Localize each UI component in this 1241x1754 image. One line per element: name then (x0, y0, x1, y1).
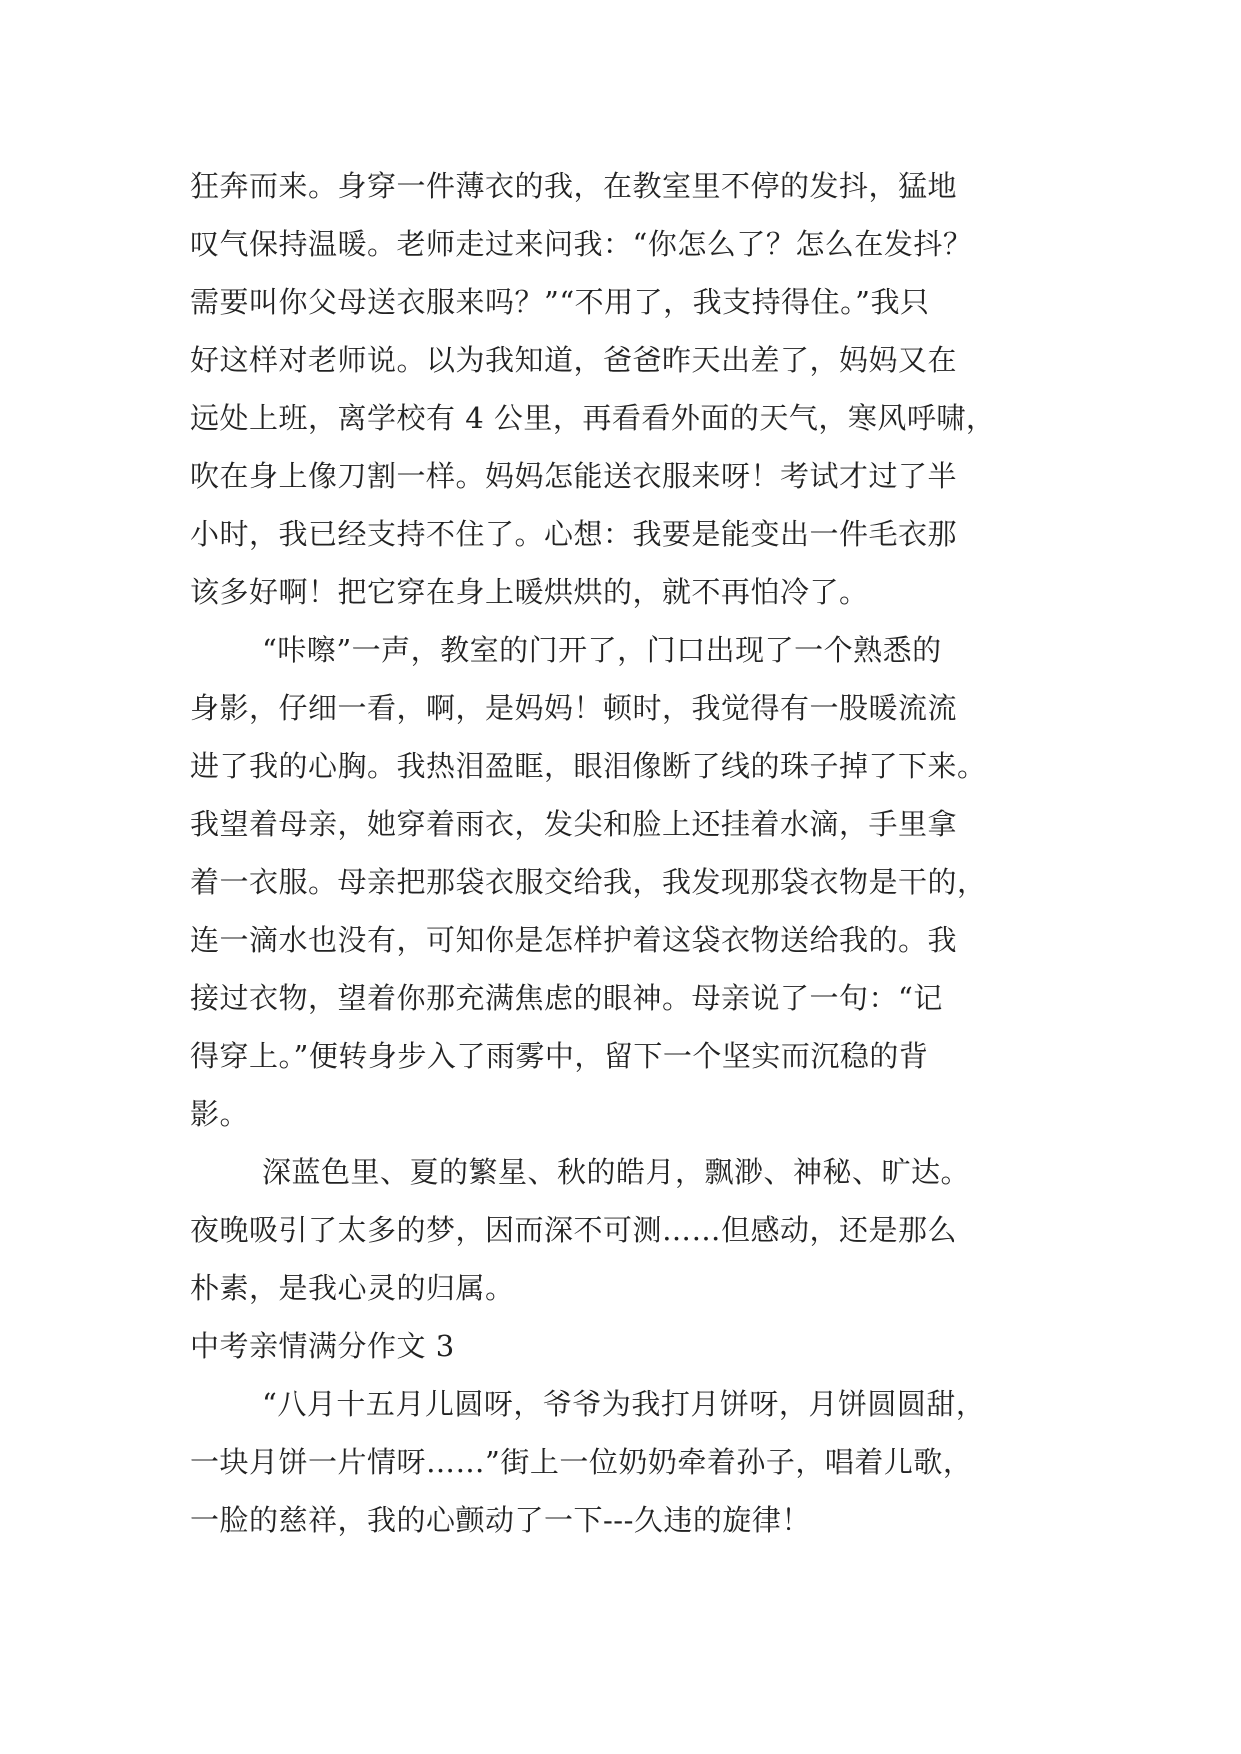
text-line: 我望着母亲，她穿着雨衣，发尖和脸上还挂着水滴，手里拿 (190, 807, 958, 841)
text-line: 该多好啊！把它穿在身上暖烘烘的，就不再怕冷了。 (190, 575, 869, 609)
text-line: 好这样对老师说。以为我知道，爸爸昨天出差了，妈妈又在 (190, 343, 958, 377)
text-line: 一块月饼一片情呀……”街上一位奶奶牵着孙子，唱着儿歌， (190, 1445, 973, 1479)
text-line: 身影，仔细一看，啊，是妈妈！顿时，我觉得有一股暖流流 (190, 691, 958, 725)
text-line: 小时，我已经支持不住了。心想：我要是能变出一件毛衣那 (190, 517, 958, 551)
text-line: 影。 (190, 1097, 250, 1131)
text-line: 一脸的慈祥，我的心颤动了一下---久违的旋律！ (190, 1503, 811, 1537)
paragraph-mother-arrives (190, 621, 1052, 1143)
document-page (190, 157, 1052, 1549)
essay-heading: 中考亲情满分作文 3 (190, 1329, 455, 1363)
text-line: 夜晚吸引了太多的梦，因而深不可测……但感动，还是那么 (190, 1213, 958, 1247)
text-line: 进了我的心胸。我热泪盈眶，眼泪像断了线的珠子掉了下来。 (190, 749, 987, 783)
text-line: 接过衣物，望着你那充满焦虑的眼神。母亲说了一句：“记 (190, 981, 943, 1015)
paragraph-song (190, 1375, 1052, 1549)
paragraph-continued (190, 157, 1052, 621)
text-line: 深蓝色里、夏的繁星、秋的皓月，飘渺、神秘、旷达。 (262, 1155, 971, 1189)
paragraph-night (190, 1143, 1052, 1317)
text-line: 远处上班，离学校有 4 公里，再看看外面的天气，寒风呼啸， (190, 401, 996, 435)
text-line: “八月十五月儿圆呀，爷爷为我打月饼呀，月饼圆圆甜， (262, 1387, 986, 1421)
text-line: 狂奔而来。身穿一件薄衣的我，在教室里不停的发抖，猛地 (190, 169, 958, 203)
text-line: 需要叫你父母送衣服来吗？”“不用了，我支持得住。”我只 (190, 285, 930, 319)
text-line: 吹在身上像刀割一样。妈妈怎能送衣服来呀！考试才过了半 (190, 459, 958, 493)
text-line: 着一衣服。母亲把那袋衣服交给我，我发现那袋衣物是干的， (190, 865, 987, 899)
text-line: 连一滴水也没有，可知你是怎样护着这袋衣物送给我的。我 (190, 923, 958, 957)
text-line: 叹气保持温暖。老师走过来问我：“你怎么了？怎么在发抖？ (190, 227, 973, 261)
text-line: “咔嚓”一声，教室的门开了，门口出现了一个熟悉的 (262, 633, 942, 667)
text-line: 朴素，是我心灵的归属。 (190, 1271, 515, 1305)
text-line: 得穿上。”便转身步入了雨雾中，留下一个坚实而沉稳的背 (190, 1039, 929, 1073)
